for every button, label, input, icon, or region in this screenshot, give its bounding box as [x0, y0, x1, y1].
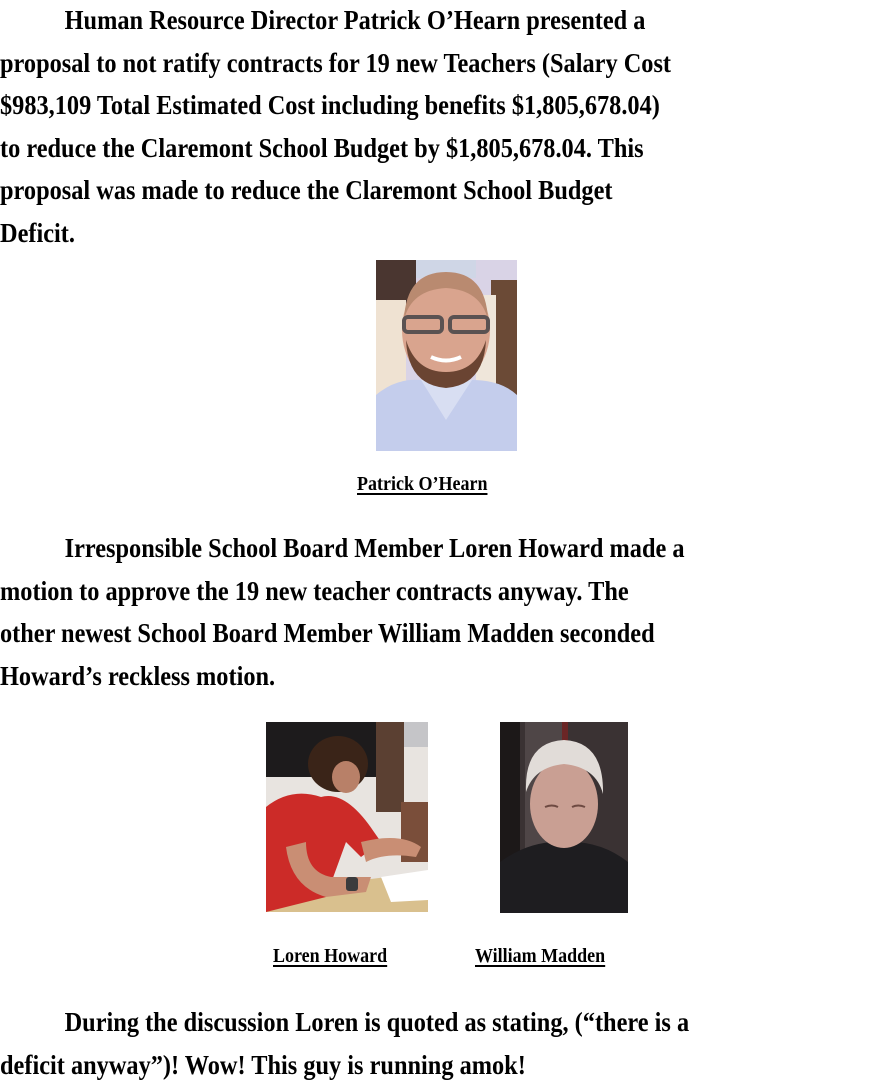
text-line: deficit anyway”)! Wow! This guy is running amok! — [0, 1044, 797, 1086]
paragraph-quote — [0, 1001, 797, 1086]
text-line: Deficit. — [0, 212, 797, 255]
caption-loren-howard: Loren Howard — [273, 945, 387, 968]
text-line: to reduce the Claremont School Budget by $1,805,678.04. This — [0, 127, 797, 170]
text-line: During the discussion Loren is quoted as stating, (“there is a — [0, 1001, 797, 1044]
paragraph-motion — [0, 527, 797, 697]
text-line: Howard’s reckless motion. — [0, 655, 797, 698]
text-line: other newest School Board Member William Madden seconded — [0, 612, 797, 655]
photo-william-madden — [500, 722, 628, 913]
photo-loren-howard — [266, 722, 428, 912]
text-line: Irresponsible School Board Member Loren Howard made a — [0, 527, 797, 570]
caption-william-madden: William Madden — [475, 945, 605, 968]
text-line: proposal to not ratify contracts for 19 new Teachers (Salary Cost — [0, 42, 797, 85]
photo-patrick-ohearn — [376, 260, 517, 451]
caption-patrick-ohearn: Patrick O’Hearn — [357, 473, 487, 496]
text-line: $983,109 Total Estimated Cost including benefits $1,805,678.04) — [0, 84, 797, 127]
paragraph-proposal — [0, 0, 797, 254]
text-line: proposal was made to reduce the Claremont School Budget — [0, 169, 797, 212]
text-line: motion to approve the 19 new teacher contracts anyway. The — [0, 570, 797, 613]
text-line: Human Resource Director Patrick O’Hearn presented a — [0, 0, 797, 42]
